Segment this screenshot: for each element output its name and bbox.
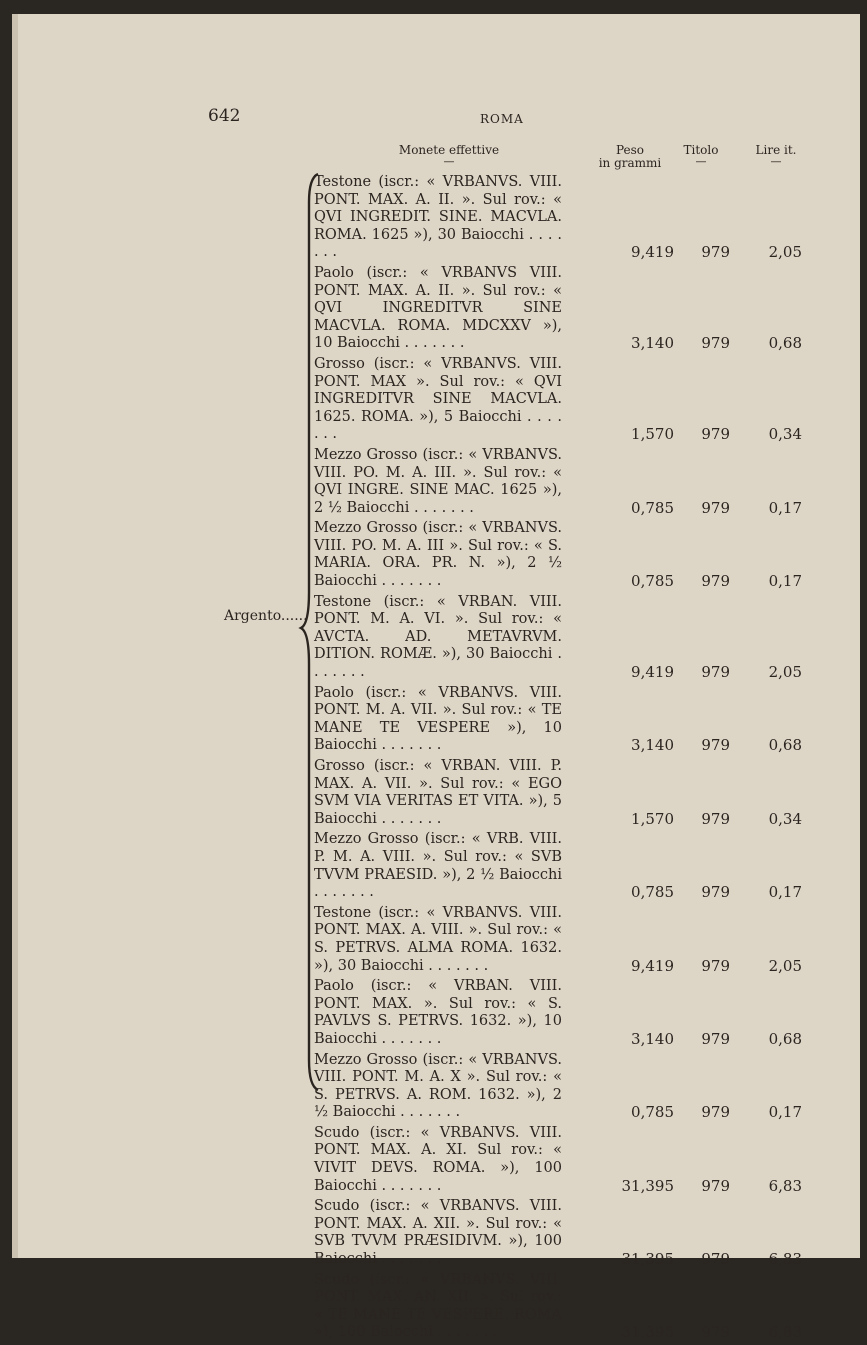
coin-entry [314, 447, 814, 517]
column-header-fineness-label: Titolo [683, 143, 719, 157]
coin-entry [314, 758, 814, 828]
coin-weight: 0,785 [631, 883, 674, 902]
coin-weight: 3,140 [631, 1029, 674, 1048]
coin-weight: 31,395 [621, 1176, 674, 1195]
column-header-dash: — [443, 155, 455, 168]
coin-inscription: (iscr.: « VRBANVS. VIII. PONT. M. A. VII. ». Sul rov.: « TE MANE TE VESPERE »), 10 Baiocchi . . . [314, 685, 562, 754]
coin-value-lire: 6,83 [768, 1250, 802, 1269]
coin-value-lire: 6,83 [768, 1323, 802, 1342]
coin-fineness: 979 [701, 498, 730, 517]
coin-description [314, 905, 562, 975]
coin-weight: 0,785 [631, 572, 674, 591]
coin-name: Scudo [314, 1271, 360, 1288]
coin-fineness: 979 [701, 243, 730, 262]
column-header-lire [746, 144, 806, 166]
coin-entry [314, 356, 814, 444]
coin-entry [314, 831, 814, 901]
column-header-dash: — [770, 155, 782, 168]
coin-weight: 9,419 [631, 956, 674, 975]
coin-fineness: 979 [701, 1323, 730, 1342]
coin-inscription: (iscr.: « VRBANVS. VIII. PO. M. A. III ». Sul rov.: « S. MARIA. ORA. PR. N. »), 2 ½ Baiocchi . . . [314, 520, 562, 589]
coin-inscription: (iscr.: « VRBANVS. VIII. PONT. MAX. AN. XII. ». Sul rov.: « TE MANE TE VESPERE. ROMA »), 100 Baiocchi . . . [314, 1272, 562, 1341]
coin-description [314, 1198, 562, 1268]
coin-value-lire: 0,34 [768, 425, 802, 444]
coin-value-lire: 2,05 [768, 243, 802, 262]
coin-fineness: 979 [701, 663, 730, 682]
coin-fineness: 979 [701, 334, 730, 353]
metal-label: Argento...... [224, 608, 308, 624]
coin-inscription: (iscr.: « VRBAN. VIII. PONT. M. A. VI. ». Sul rov.: « AVCTA. AD. METAVRVM. DITION. ROMÆ. »), 30 Baiocchi . . . [314, 594, 562, 680]
coin-description [314, 685, 562, 755]
book-page [12, 14, 860, 1342]
coin-entry [314, 1052, 814, 1122]
coin-fineness: 979 [701, 1176, 730, 1195]
coin-value-lire: 0,68 [768, 334, 802, 353]
coin-entry [314, 1125, 814, 1195]
coin-value-lire: 2,05 [768, 663, 802, 682]
coin-name: Grosso [314, 758, 365, 774]
column-header-lire-label: Lire it. [755, 143, 797, 157]
coin-name: Paolo [314, 978, 354, 995]
coin-fineness: 979 [701, 1250, 730, 1269]
coin-description [314, 1272, 562, 1342]
coin-entry [314, 905, 814, 975]
coin-weight: 31,395 [621, 1250, 674, 1269]
coin-weight: 3,140 [631, 736, 674, 755]
coin-value-lire: 6,83 [768, 1176, 802, 1195]
coin-fineness: 979 [701, 883, 730, 902]
coin-inscription: (iscr.: « VRBANVS. VIII. PONT. MAX. A. VIII. ». Sul rov.: « S. PETRVS. ALMA ROMA. 1632. »), 30 Baiocchi . . . [314, 905, 562, 974]
coin-name: Mezzo Grosso [314, 1051, 418, 1068]
coin-name: Grosso [314, 355, 365, 372]
coin-inscription: (iscr.: « VRBANVS. VIII. PONT. M. A. X ». Sul rov.: « S. PETRVS. A. ROM. 1632. »), 2 ½ Baiocchi . . . [314, 1052, 562, 1121]
coin-inscription: (iscr.: « VRBANVS. VIII. PONT. MAX. A. II. ». Sul rov.: « QVI INGREDIT. SINE. MACVLA. ROMA. 1625 »), 30 Baiocchi . . . [314, 174, 562, 260]
coin-fineness: 979 [701, 956, 730, 975]
coin-value-lire: 0,17 [768, 883, 802, 902]
coin-inscription: (iscr.: « VRBANVS. VIII. PONT. MAX ». Sul rov.: « QVI INGREDITVR SINE MACVLA. 1625. ROMA. »), 5 Baiocchi . . . [314, 356, 562, 442]
coin-name: Mezzo Grosso [314, 520, 418, 537]
coin-name: Testone [314, 174, 372, 190]
coin-description [314, 265, 562, 353]
column-header-weight-line2: in grammi [598, 156, 662, 170]
coin-fineness: 979 [701, 425, 730, 444]
coin-inscription: (iscr.: « VRB. VIII. P. M. A. VIII. ». Sul rov.: « SVB TVVM PRAESID. »), 2 ½ Baiocchi . . . [314, 831, 562, 900]
coin-value-lire: 0,68 [768, 736, 802, 755]
coin-name: Testone [314, 904, 372, 921]
coin-name: Scudo [314, 1124, 360, 1141]
coin-weight: 1,570 [631, 425, 674, 444]
coin-name: Scudo [314, 1198, 360, 1215]
coin-description [314, 758, 562, 828]
coin-fineness: 979 [701, 1029, 730, 1048]
coin-name: Testone [314, 593, 372, 610]
coin-description [314, 1052, 562, 1122]
coin-weight: 3,140 [631, 334, 674, 353]
coin-weight: 31,395 [621, 1323, 674, 1342]
coin-description [314, 174, 562, 262]
coin-entry [314, 1198, 814, 1268]
coin-entry [314, 265, 814, 353]
coin-description [314, 831, 562, 901]
column-header-weight-line1: Peso [615, 143, 645, 157]
column-header-description-label: Monete effettive [398, 143, 500, 157]
coin-value-lire: 0,17 [768, 498, 802, 517]
coin-entry [314, 174, 814, 262]
coin-fineness: 979 [701, 809, 730, 828]
coin-entry [314, 1272, 814, 1342]
running-head: ROMA [480, 112, 524, 126]
coin-inscription: (iscr.: « VRBANVS. VIII. PONT. MAX. A. XI. Sul rov.: « VIVIT DEVS. ROMA. »), 100 Baiocchi . . . [314, 1125, 562, 1194]
column-header-fineness [676, 144, 726, 166]
coin-entry [314, 520, 814, 590]
page-number: 642 [208, 106, 241, 126]
column-header-description [374, 144, 524, 166]
coin-name: Paolo [314, 684, 354, 701]
coin-fineness: 979 [701, 1103, 730, 1122]
coin-value-lire: 0,17 [768, 1103, 802, 1122]
coin-entry [314, 978, 814, 1048]
coin-value-lire: 0,34 [768, 809, 802, 828]
coin-entry [314, 685, 814, 755]
coin-value-lire: 2,05 [768, 956, 802, 975]
coin-inscription: (iscr.: « VRBANVS. VIII. PO. M. A. III. ». Sul rov.: « QVI INGRE. SINE MAC. 1625 »), 2 ½ Baiocchi . . . [314, 447, 562, 516]
coin-weight: 9,419 [631, 663, 674, 682]
coin-fineness: 979 [701, 572, 730, 591]
coin-fineness: 979 [701, 736, 730, 755]
coin-description [314, 447, 562, 517]
coin-description [314, 520, 562, 590]
coin-value-lire: 0,17 [768, 572, 802, 591]
coin-inscription: (iscr.: « VRBAN. VIII. PONT. MAX. ». Sul rov.: « S. PAVLVS S. PETRVS. 1632. »), 10 Baiocchi . . . [314, 978, 562, 1047]
coin-inscription: (iscr.: « VRBAN. VIII. P. MAX. A. VII. ». Sul rov.: « EGO SVM VIA VERITAS ET VITA. »), 5 Baiocchi . . . [314, 758, 562, 827]
coin-description [314, 356, 562, 444]
coin-name: Mezzo Grosso [314, 831, 419, 848]
column-header-dash: — [695, 155, 707, 168]
coin-description [314, 1125, 562, 1195]
coin-description [314, 978, 562, 1048]
coin-name: Mezzo Grosso [314, 446, 418, 463]
coin-inscription: (iscr.: « VRBANVS VIII. PONT. MAX. A. II. ». Sul rov.: « QVI INGREDITVR SINE MACVLA. ROMA. MDCXXV »), 10 Baiocchi . . . [314, 265, 562, 351]
column-header-weight [590, 144, 670, 170]
coin-weight: 1,570 [631, 809, 674, 828]
coin-entry [314, 594, 814, 682]
coin-weight: 0,785 [631, 498, 674, 517]
coin-weight: 9,419 [631, 243, 674, 262]
coin-inscription: (iscr.: « VRBANVS. VIII. PONT. MAX. A. XII. ». Sul rov.: « SVB TVVM PRÆSIDIVM. »), 100 Baiocchi . . . [314, 1198, 562, 1267]
coin-description [314, 594, 562, 682]
coin-name: Paolo [314, 264, 354, 281]
coin-entries [314, 174, 814, 1345]
coin-weight: 0,785 [631, 1103, 674, 1122]
coin-value-lire: 0,68 [768, 1029, 802, 1048]
